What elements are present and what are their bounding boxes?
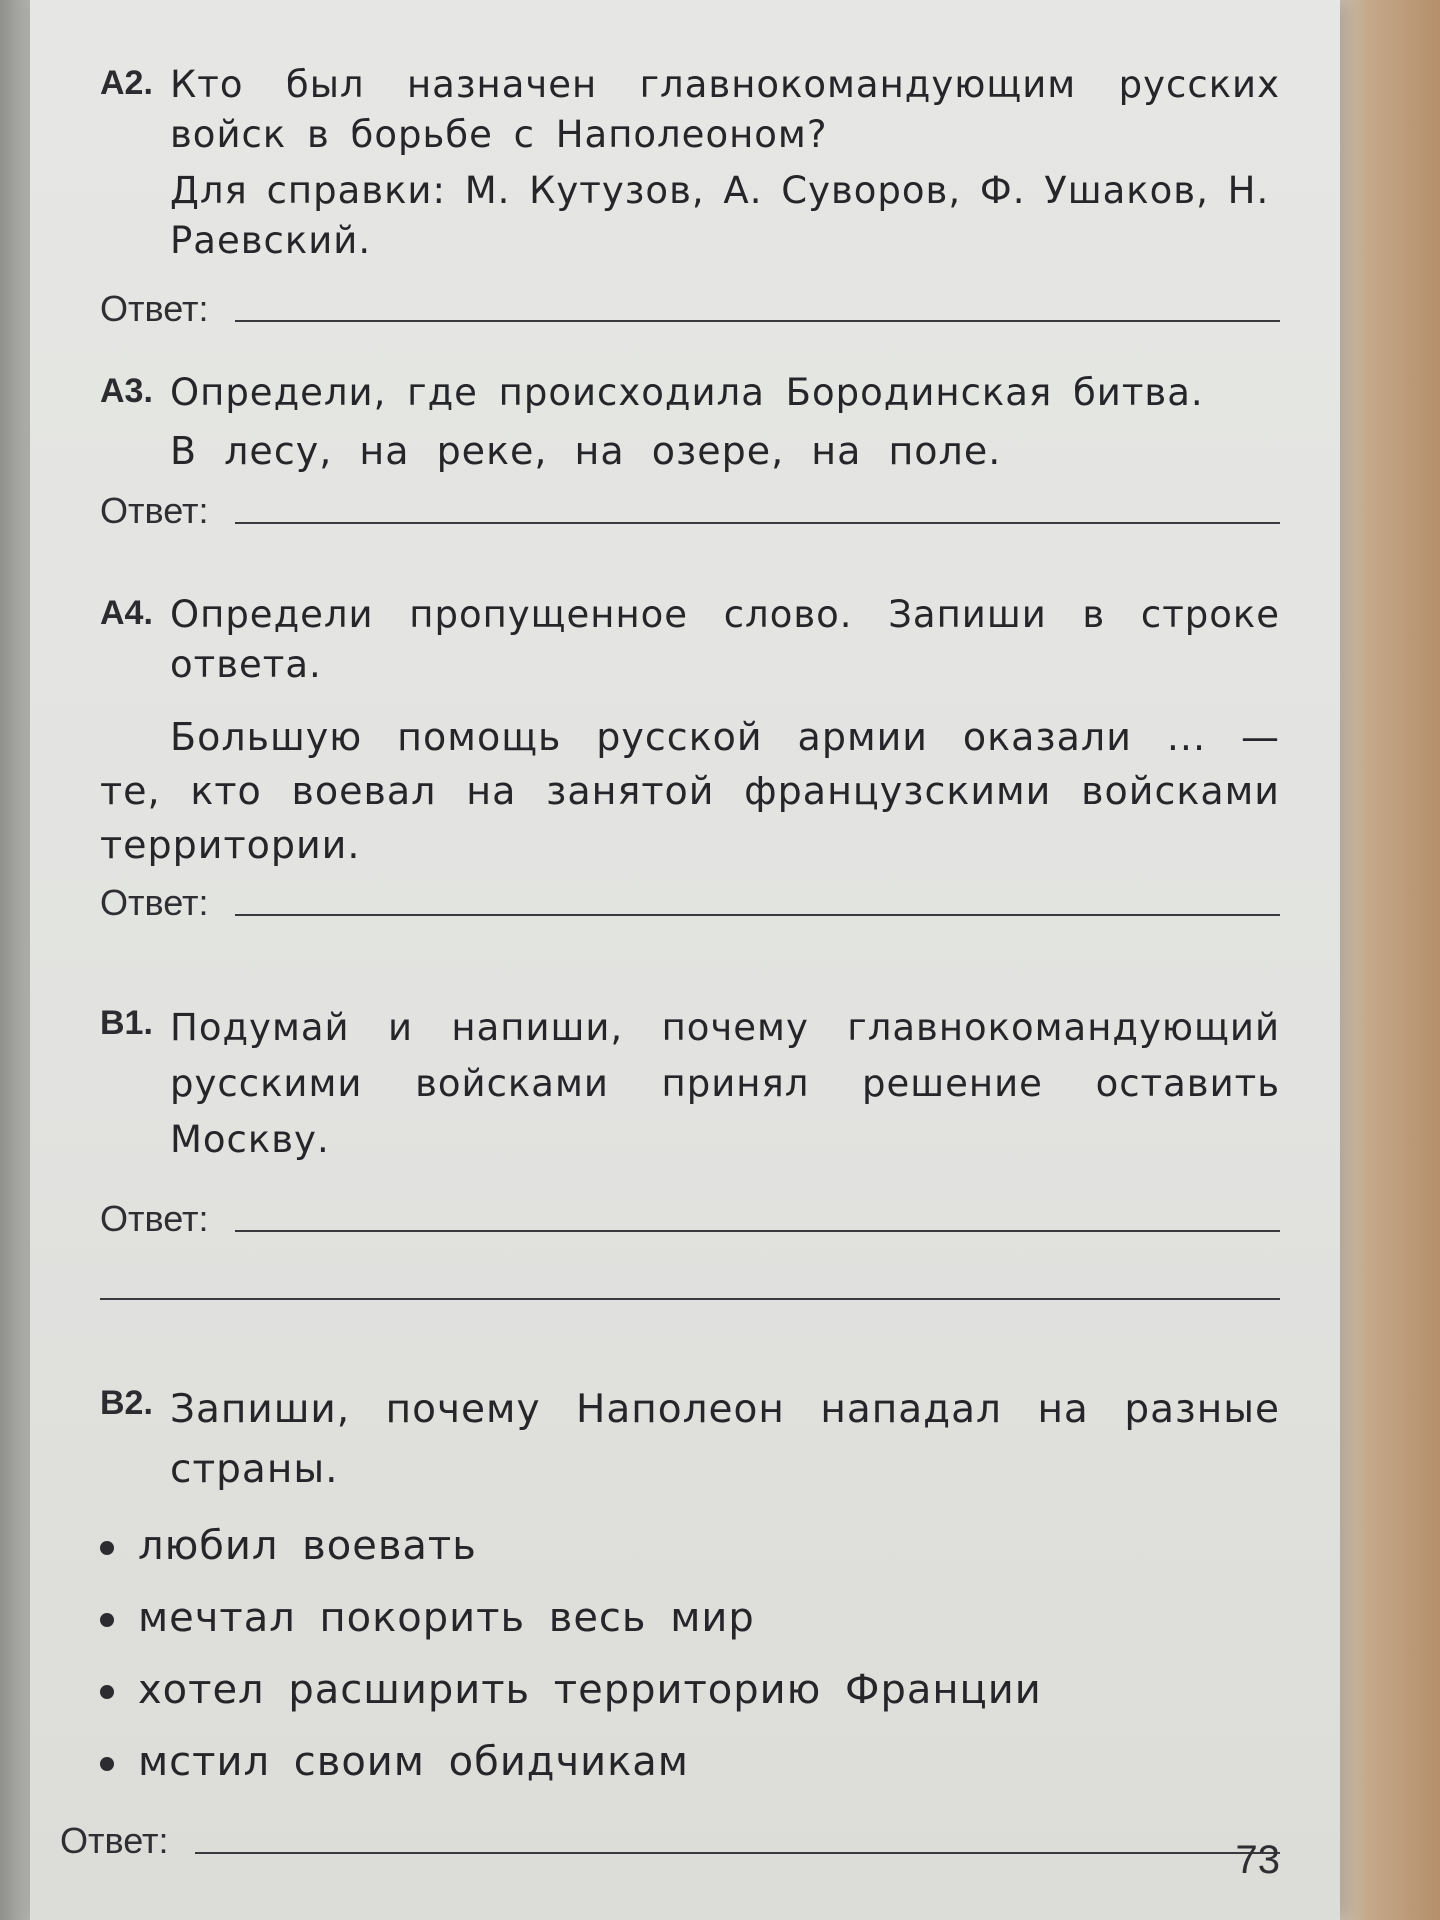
task-a4 [100,590,1280,924]
answer-line[interactable] [195,1852,1280,1854]
task-b2 [60,1380,1280,1862]
task-question: Определи пропущенное слово. Запиши в строке ответа. [170,593,1280,686]
task-b1 [100,1000,1280,1300]
task-question: Подумай и напиши, почему главнокомандующий русскими войсками принял решение оставить Москву. [170,1006,1280,1161]
task-number: В2. [100,1384,153,1422]
task-a3 [100,368,1280,532]
task-sentence: Большую помощь русской армии оказали ... — те, кто воевал на занятой французскими войсками территории. [100,715,1280,867]
task-question: Запиши, почему Наполеон нападал на разные страны. [170,1387,1280,1492]
list-item: хотел расширить территорию Франции [100,1654,1280,1726]
answer-line[interactable] [235,522,1280,524]
task-number: А2. [100,64,153,102]
list-item: любил воевать [100,1510,1280,1582]
task-question: Кто был назначен главнокомандующим русских войск в борьбе с Наполеоном? [170,63,1280,156]
answer-line[interactable] [235,320,1280,322]
answer-row [100,882,1280,924]
answer-line[interactable] [235,914,1280,916]
list-item: мечтал покорить весь мир [100,1582,1280,1654]
answer-label: Ответ: [100,490,209,531]
task-reference-note: Для справки: М. Кутузов, А. Суворов, Ф. Ушаков, Н. Раевский. [170,169,1270,262]
page-content [30,0,1340,1920]
list-item: мстил своим обидчикам [100,1726,1280,1798]
answer-label: Ответ: [100,1198,209,1239]
answer-row [100,288,1280,330]
task-question: Определи, где происходила Бородинская битва. [170,371,1204,414]
task-number: А4. [100,594,153,632]
answer-row [100,490,1280,532]
answer-label: Ответ: [100,882,209,923]
bullet-icon [100,1757,114,1771]
answer-line[interactable] [235,1230,1280,1232]
task-number: А3. [100,372,153,410]
bullet-icon [100,1613,114,1627]
answer-row [60,1820,1280,1862]
answer-line-extra[interactable] [100,1298,1280,1300]
option-list [100,1510,1280,1798]
workbook-page [30,0,1340,1920]
task-number: В1. [100,1004,153,1042]
answer-row [100,1198,1280,1240]
task-a2 [100,60,1280,330]
bullet-icon [100,1541,114,1555]
answer-label: Ответ: [100,288,209,329]
bullet-icon [100,1685,114,1699]
answer-label: Ответ: [60,1820,169,1861]
task-options-text: В лесу, на реке, на озере, на поле. [170,429,1002,473]
page-number: 73 [1235,1838,1280,1882]
